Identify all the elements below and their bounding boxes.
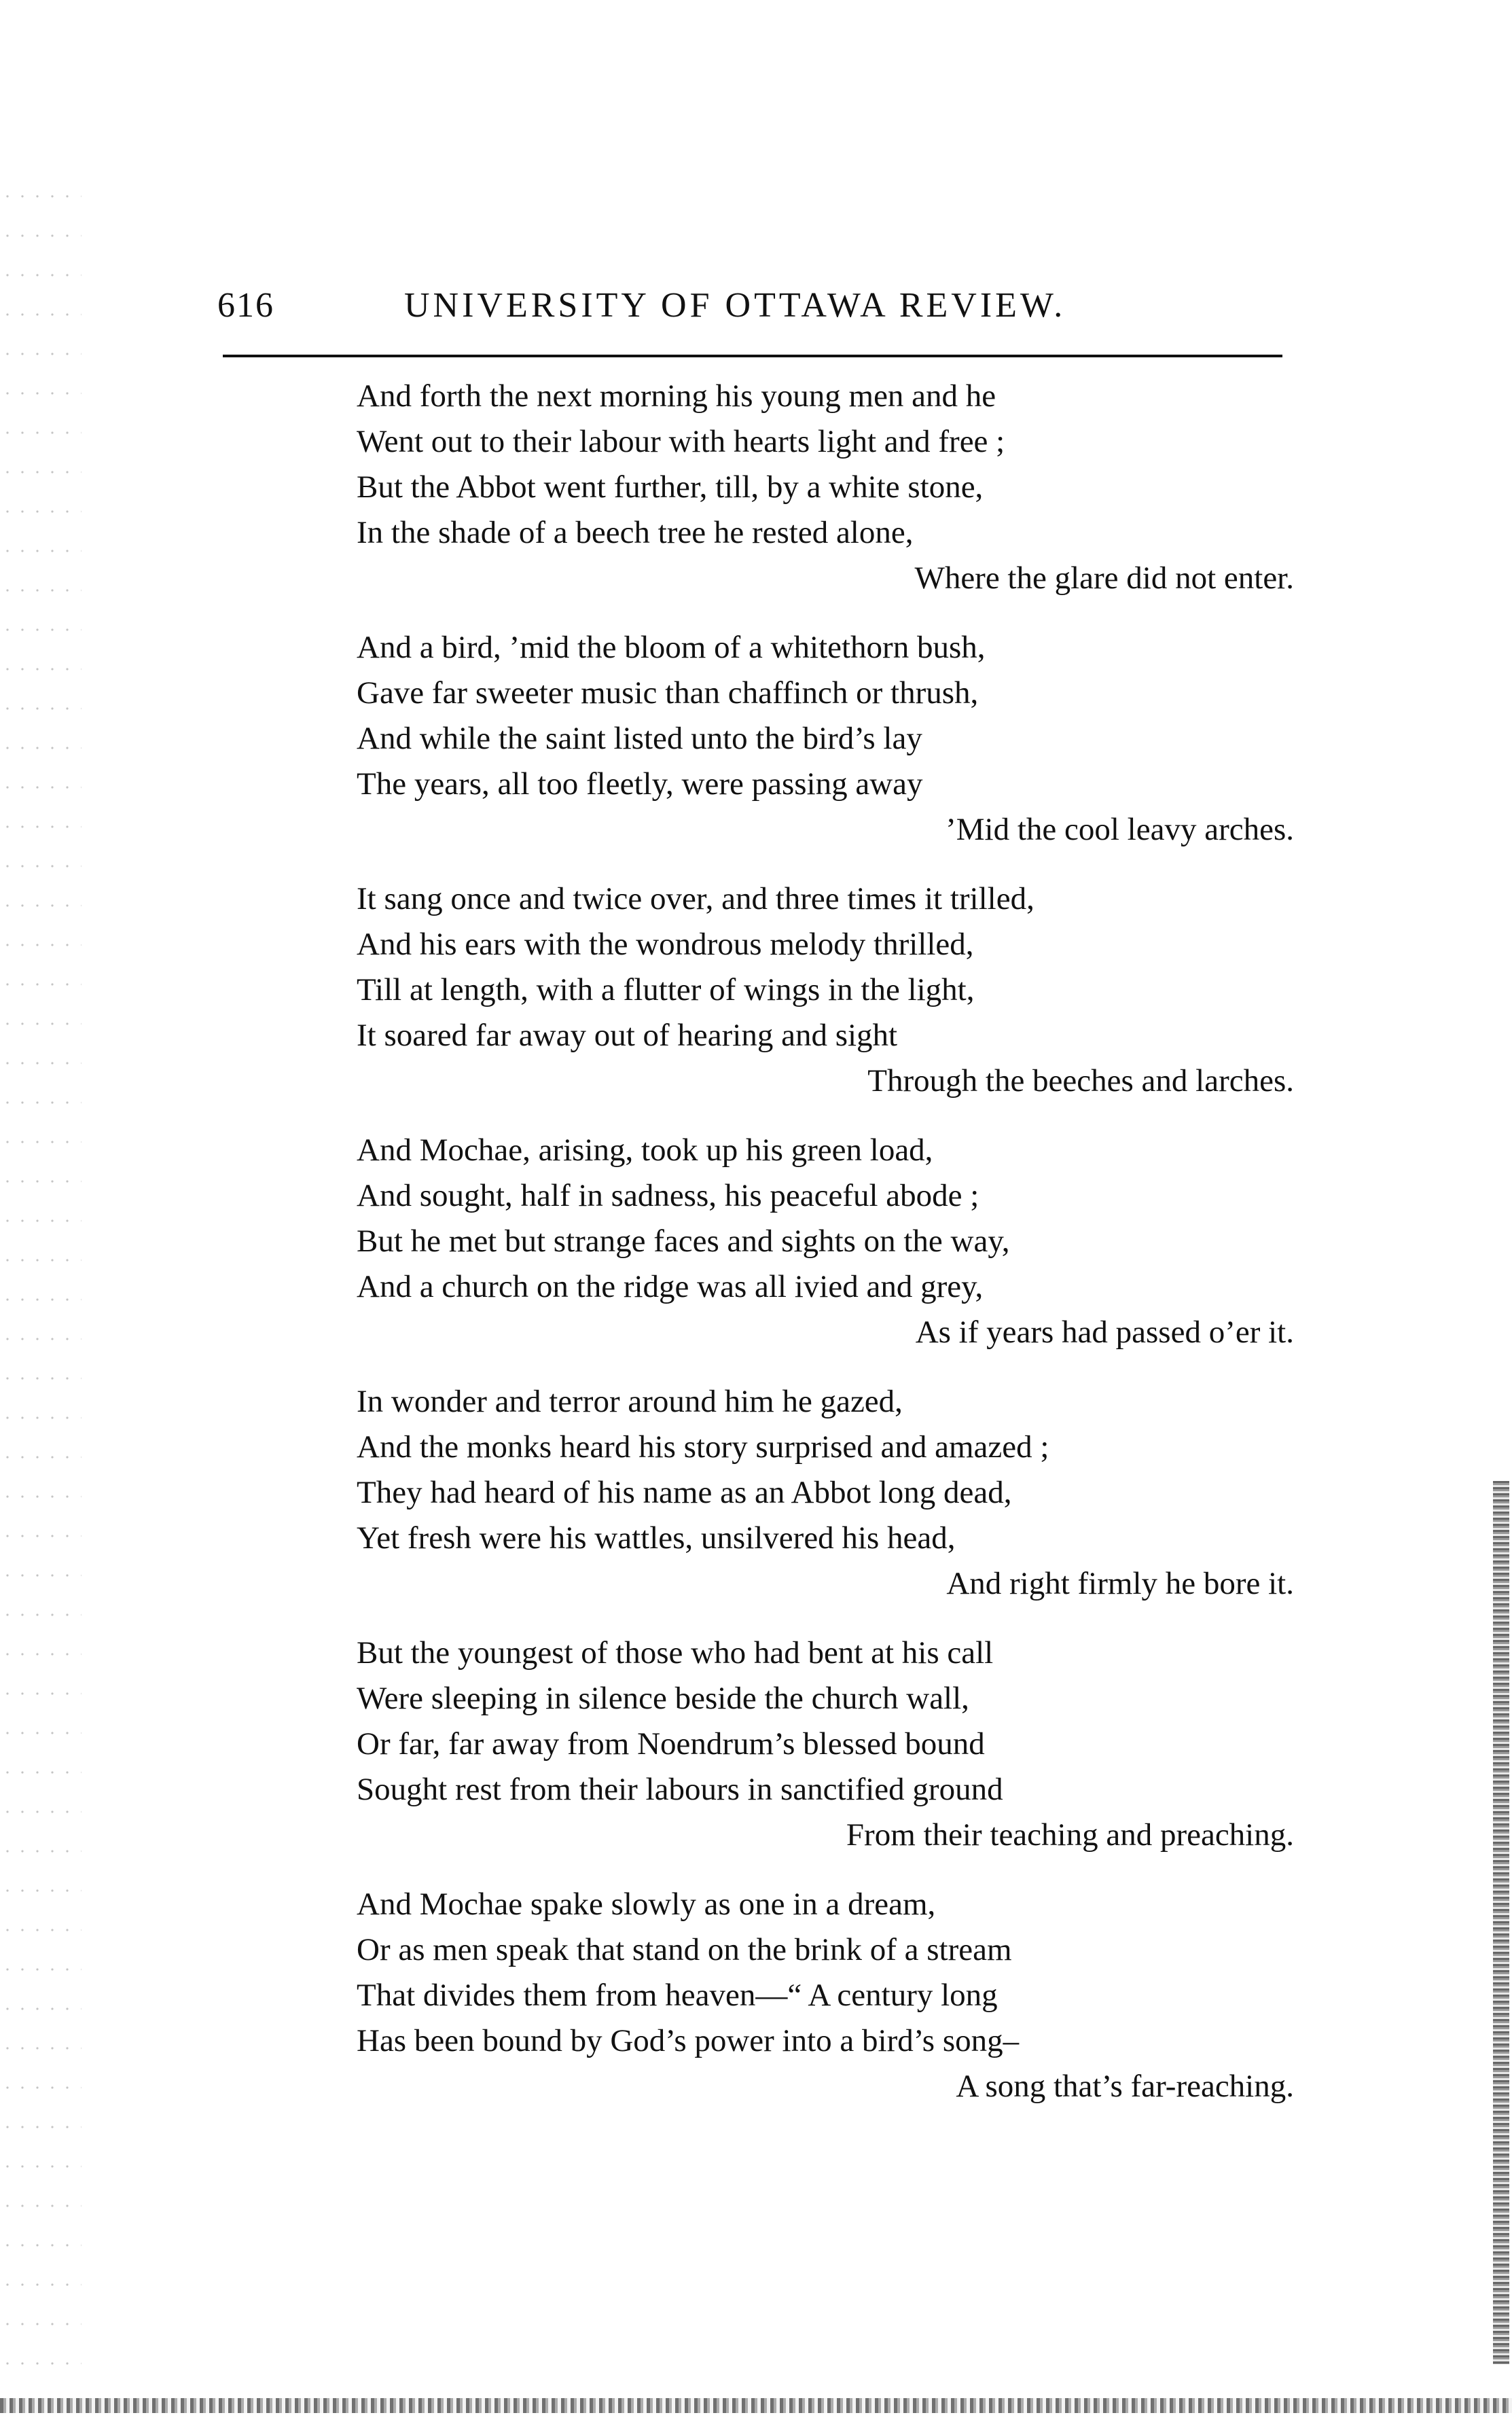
poem-refrain-line: A song that’s far-reaching. [956,2069,1294,2104]
scan-edge-speckles [0,177,82,2391]
poem-line: Or far, far away from Noendrum’s blessed bound [357,1726,985,1762]
poem-line: In the shade of a beech tree he rested alone, [357,515,914,550]
poem-line: And a bird, ’mid the bloom of a whitethorn bush, [357,630,986,665]
poem-line: And sought, half in sadness, his peaceful abode ; [357,1178,979,1213]
poem-line: And while the saint listed unto the bird’s lay [357,721,922,756]
poem-line: But the youngest of those who had bent at his call [357,1635,994,1671]
poem-line: And his ears with the wondrous melody thrilled, [357,927,974,962]
header-rule [223,355,1282,357]
poem-line: The years, all too fleetly, were passing away [357,766,923,802]
poem-line: And the monks heard his story surprised and amazed ; [357,1429,1049,1465]
page-number: 616 [217,286,274,325]
stanza [357,1128,1308,1355]
stanza [357,625,1308,853]
poem-line: Gave far sweeter music than chaffinch or thrush, [357,675,979,711]
poem-line: And Mochae spake slowly as one in a dream, [357,1887,936,1922]
poem-refrain-line: Where the glare did not enter. [914,560,1294,596]
poem-line: It sang once and twice over, and three times it trilled, [357,881,1034,916]
poem-line: They had heard of his name as an Abbot long dead, [357,1475,1012,1510]
poem-line: But he met but strange faces and sights on the way, [357,1224,1010,1259]
stanza [357,1882,1308,2109]
poem-refrain-line: And right firmly he bore it. [946,1566,1294,1601]
poem-line: Or as men speak that stand on the brink of a stream [357,1932,1012,1967]
poem-line: Has been bound by God’s power into a bird’s song– [357,2023,1020,2058]
poem-line: It soared far away out of hearing and sight [357,1018,898,1053]
poem-refrain-line: Through the beeches and larches. [867,1063,1294,1099]
stanza [357,1630,1308,1858]
poem-line: Went out to their labour with hearts light and free ; [357,424,1005,459]
scan-edge-band-right [1493,1481,1509,2364]
scan-edge-band-bottom [0,2398,1512,2413]
poem-refrain-line: From their teaching and preaching. [846,1817,1294,1853]
poem-line: Were sleeping in silence beside the church wall, [357,1681,969,1716]
poem-line: And forth the next morning his young men and he [357,378,996,414]
stanza [357,1379,1308,1607]
poem-body [357,374,1308,2133]
poem-line: Sought rest from their labours in sanctified ground [357,1772,1003,1807]
stanza [357,374,1308,601]
poem-line: And a church on the ridge was all ivied and grey, [357,1269,984,1304]
page-header [217,279,1277,346]
poem-line: And Mochae, arising, took up his green load, [357,1132,933,1168]
poem-refrain-line: ’Mid the cool leavy arches. [946,812,1294,847]
poem-line: But the Abbot went further, till, by a white stone, [357,469,984,505]
poem-line: Yet fresh were his wattles, unsilvered his head, [357,1520,956,1556]
poem-line: That divides them from heaven—“ A century long [357,1978,998,2013]
poem-line: In wonder and terror around him he gazed, [357,1384,903,1419]
running-head: UNIVERSITY OF OTTAWA REVIEW. [404,286,1066,325]
stanza [357,876,1308,1104]
poem-line: Till at length, with a flutter of wings in the light, [357,972,975,1007]
poem-refrain-line: As if years had passed o’er it. [915,1315,1294,1350]
